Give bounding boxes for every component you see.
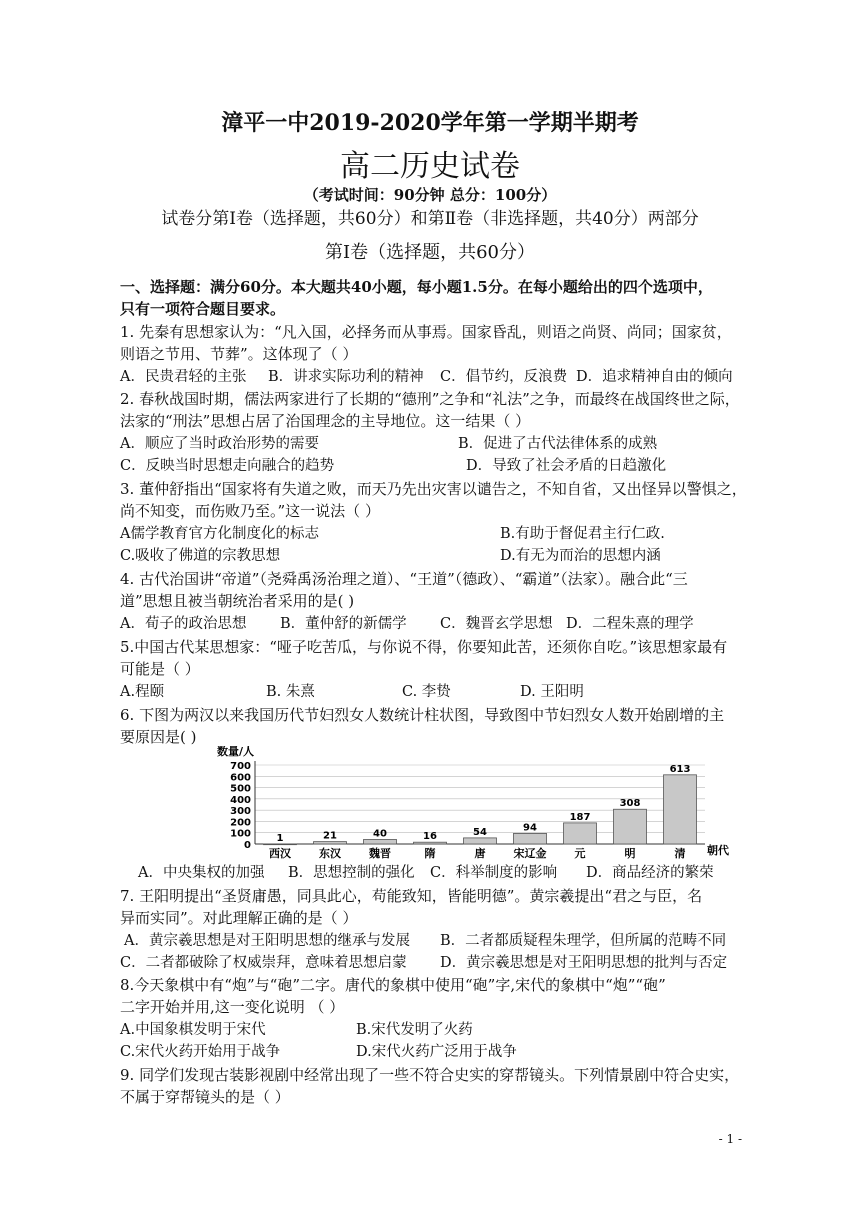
option-c: C．反映当时思想走向融合的趋势 [120, 458, 335, 474]
option-d: D.宋代火药广泛用于战争 [356, 1044, 517, 1060]
paper-structure: 试卷分第Ⅰ卷（选择题，共60分）和第Ⅱ卷（非选择题，共40分）两部分 [161, 209, 699, 229]
page-title: 高二历史试卷 [340, 149, 520, 184]
option-b: B.宋代发明了火药 [356, 1022, 473, 1038]
exam-time-score: （考试时间：90分钟 总分：100分） [303, 186, 557, 204]
data-label: 308 [619, 798, 641, 810]
option-c: C.吸收了佛道的宗教思想 [120, 548, 281, 564]
bar-唐 [464, 838, 497, 844]
question-8-options-2 [120, 1041, 745, 1063]
instructions-line-2: 只有一项符合题目要求。 [120, 300, 286, 318]
option-d: D．导致了社会矛盾的日趋激化 [466, 458, 667, 474]
option-d: D.有无为而治的思想内涵 [500, 548, 661, 564]
x-tick-label: 清 [674, 847, 686, 860]
school-exam-line: 漳平一中2019-2020学年第一学期半期考 [221, 110, 639, 136]
bar-隋 [414, 842, 447, 844]
bar-东汉 [314, 842, 347, 844]
instructions-line-1: 一、选择题：满分60分。本大题共40小题，每小题1.5分。在每小题给出的四个选项中， [120, 278, 713, 296]
option-b: B．促进了古代法律体系的成熟 [458, 436, 658, 452]
bar-清 [664, 775, 697, 844]
option-d: D. 王阳明 [520, 684, 584, 700]
question-8-stem-2: 二字开始并用,这一变化说明 （ ） [120, 998, 345, 1016]
option-c: C．科举制度的影响 [430, 865, 558, 881]
bar-魏晋 [364, 839, 397, 844]
y-tick-label: 700 [230, 761, 251, 772]
question-4-options [120, 613, 745, 635]
option-d: D．二程朱熹的理学 [566, 616, 694, 632]
bar-元 [564, 823, 597, 844]
data-label: 187 [569, 811, 591, 823]
question-7-options-1 [124, 930, 749, 952]
option-a: A．顺应了当时政治形势的需要 [120, 436, 319, 452]
question-1-stem-1: 1. 先秦有思想家认为：“凡入国，必择务而从事焉。国家昏乱，则语之尚贤、尚同；国家贫， [120, 323, 732, 341]
question-7-options-2 [120, 952, 745, 974]
y-tick-label: 400 [230, 794, 251, 806]
part-one-heading: 第Ⅰ卷（选择题，共60分） [324, 242, 535, 263]
x-tick-label: 唐 [474, 847, 486, 860]
option-c: C．魏晋玄学思想 [440, 616, 553, 632]
option-a: A儒学教育官方化制度化的标志 [120, 526, 319, 542]
question-8-options-1 [120, 1019, 745, 1041]
question-9-stem-2: 不属于穿帮镜头的是（ ） [120, 1088, 290, 1106]
option-d: D．黄宗羲思想是对王阳明思想的批判与否定 [440, 955, 728, 971]
page-number: - 1 - [718, 1132, 742, 1146]
y-tick-label: 500 [230, 783, 251, 795]
question-7-stem-2: 异而实同”。对此理解正确的是（ ） [120, 909, 358, 927]
data-label: 1 [276, 832, 284, 844]
question-2-options-1 [120, 433, 745, 455]
question-2-stem-1: 2. 春秋战国时期，儒法两家进行了长期的“德刑”之争和“礼法”之争，而最终在战国终世之际， [120, 390, 740, 408]
option-a: A.程颐 [120, 684, 165, 700]
question-7-stem-1: 7. 王阳明提出“圣贤庸愚，同具此心，苟能致知，皆能明德”。黄宗羲提出“君之与臣，名 [120, 887, 703, 905]
y-tick-label: 600 [230, 772, 251, 784]
option-b: B．讲求实际功利的精神 [268, 369, 424, 385]
x-tick-label: 魏晋 [369, 847, 391, 860]
question-6-stem-2: 要原因是( ) [120, 728, 197, 746]
option-c: C. 李贽 [402, 684, 451, 700]
x-tick-label: 隋 [424, 847, 436, 860]
x-tick-label: 元 [574, 847, 586, 860]
bar-宋辽金 [514, 833, 547, 844]
question-5-stem-2: 可能是（ ） [120, 660, 200, 678]
option-b: B．董仲舒的新儒学 [280, 616, 407, 632]
bar-chart [215, 746, 735, 860]
option-a: A．民贵君轻的主张 [120, 369, 247, 385]
data-label: 16 [423, 831, 437, 843]
option-a: A.中国象棋发明于宋代 [120, 1022, 266, 1038]
option-b: B．二者都质疑程朱理学，但所属的范畴不同 [440, 933, 727, 949]
question-3-options-2 [120, 545, 745, 567]
data-label: 54 [473, 826, 487, 838]
question-3-stem-1: 3. 董仲舒指出“国家将有失道之败，而天乃先出灾害以谴告之，不知自省，又出怪异以警惧之， [120, 480, 747, 498]
y-tick-label: 100 [230, 828, 251, 840]
x-axis-label: 朝代 [707, 844, 729, 857]
option-c: C.宋代火药开始用于战争 [120, 1044, 281, 1060]
question-4-stem-2: 道”思想且被当朝统治者采用的是( ) [120, 592, 355, 610]
bar-明 [614, 809, 647, 844]
question-8-stem-1: 8.今天象棋中有“炮”与“砲”二字。唐代的象棋中使用“砲”字,宋代的象棋中“炮”“砲” [120, 976, 666, 994]
x-tick-label: 西汉 [269, 847, 291, 860]
y-tick-label: 0 [244, 840, 251, 851]
option-b: B．思想控制的强化 [288, 865, 415, 881]
question-5-stem-1: 5.中国古代某思想家：“哑子吃苦瓜，与你说不得，你要知此苦，还须你自吃。”该思想家最有 [120, 638, 728, 656]
data-label: 94 [523, 822, 537, 834]
question-9-stem-1: 9. 同学们发现古装影视剧中经常出现了一些不符合史实的穿帮镜头。下列情景剧中符合史实， [120, 1066, 740, 1084]
y-axis-label: 数量/人 [217, 746, 255, 758]
question-2-stem-2: 法家的“刑法”思想占居了治国理念的主导地位。这一结果（ ） [120, 412, 531, 430]
question-3-stem-2: 尚不知变，而伤败乃至。”这一说法（ ） [120, 502, 380, 520]
question-1-options [120, 366, 745, 388]
data-label: 40 [373, 828, 387, 840]
question-2-options-2 [120, 455, 745, 477]
question-6-options [138, 862, 763, 884]
x-tick-label: 明 [624, 847, 636, 860]
option-d: D．商品经济的繁荣 [586, 865, 714, 881]
question-4-stem-1: 4. 古代治国讲“帝道”（尧舜禹汤治理之道）、“王道”（德政）、“霸道”（法家）。融合此“三 [120, 570, 688, 588]
option-a: A．中央集权的加强 [138, 865, 265, 881]
option-a: A．荀子的政治思想 [120, 616, 247, 632]
y-tick-label: 300 [230, 806, 251, 818]
option-c: C．倡节约，反浪费 [440, 369, 568, 385]
x-tick-label: 宋辽金 [513, 847, 547, 860]
bar-西汉 [264, 844, 297, 845]
question-5-options [120, 681, 745, 703]
option-a: A．黄宗羲思想是对王阳明思想的继承与发展 [124, 933, 410, 949]
data-label: 21 [323, 830, 337, 842]
question-6-stem-1: 6. 下图为两汉以来我国历代节妇烈女人数统计柱状图，导致图中节妇烈女人数开始剧增的主 [120, 706, 725, 724]
option-d: D．追求精神自由的倾向 [576, 369, 733, 385]
data-label: 613 [669, 763, 691, 775]
question-1-stem-2: 则语之节用、节葬”。这体现了（ ） [120, 345, 358, 363]
option-b: B. 朱熹 [266, 684, 315, 700]
option-c: C．二者都破除了权威崇拜，意味着思想启蒙 [120, 955, 407, 971]
option-b: B.有助于督促君主行仁政. [500, 526, 665, 542]
question-3-options-1 [120, 523, 745, 545]
y-tick-label: 200 [230, 817, 251, 829]
x-tick-label: 东汉 [319, 847, 341, 860]
